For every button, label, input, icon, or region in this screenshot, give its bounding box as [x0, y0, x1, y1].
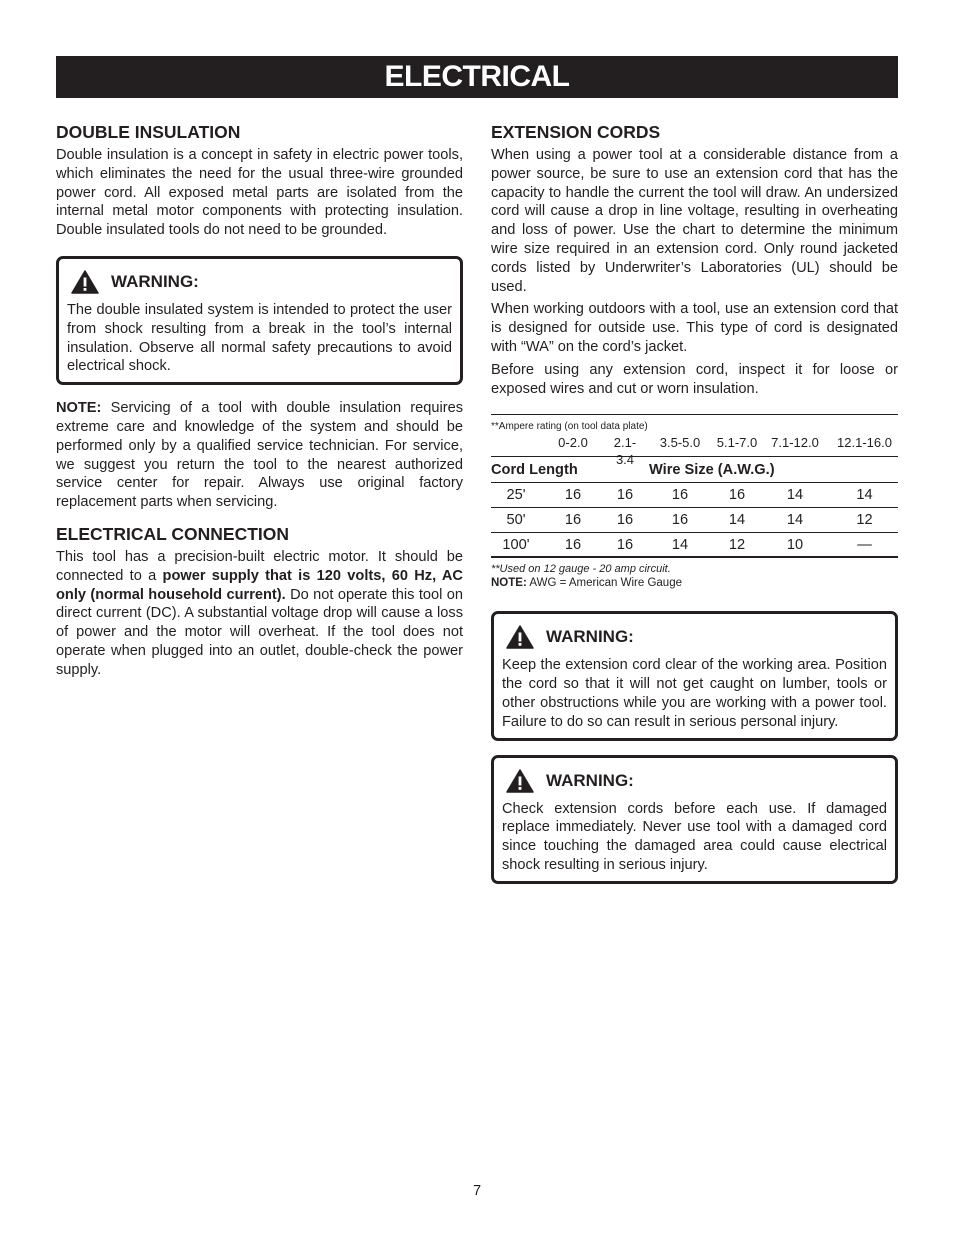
table-cell: 16	[616, 512, 634, 529]
table-cell: 16	[616, 487, 634, 504]
table-row	[491, 533, 898, 558]
page-number: 7	[472, 1183, 482, 1199]
note-label: NOTE:	[56, 400, 102, 417]
section-banner: ELECTRICAL	[56, 56, 898, 98]
left-column	[56, 120, 463, 680]
warning-text: The double insulated system is intended to protect the user from shock resulting from a break in the tool’s internal insulation. Observe all normal safety precautions to avoid electrical shock.	[67, 301, 452, 375]
table-cell: 10	[786, 536, 804, 553]
electrical-connection-heading: ELECTRICAL CONNECTION	[56, 523, 290, 544]
table-cell: 14	[786, 512, 804, 529]
warning-title: WARNING:	[546, 627, 634, 647]
table-cell: 100'	[502, 536, 530, 553]
table-cell: 14	[856, 487, 873, 504]
table-cell: 16	[564, 487, 582, 504]
wire-size-header: Wire Size (A.W.G.)	[649, 461, 775, 478]
table-row	[491, 508, 898, 533]
extension-cords-heading: EXTENSION CORDS	[491, 122, 661, 142]
rating-cell: 0-2.0	[558, 435, 588, 451]
table-cell: 12	[856, 512, 873, 529]
warning-triangle-icon	[506, 769, 534, 793]
note-text: Servicing of a tool with double insulation requires extreme care and knowledge of the system and should be performed only by a qualified service technician. For service, we suggest you return the tool to the nearest authorized service center for repair. Always use original factory replacement parts when servicing.	[56, 400, 463, 511]
table-row	[491, 483, 898, 508]
connection-text-start: This tool has a precision-built electric motor. It should be connected to a	[56, 548, 463, 584]
double-insulation-text: Double insulation is a concept in safety in electric power tools, which eliminates the need for the usual three-wire grounded power cord. All exposed metal parts are isolated from the internal metal motor components with protecting insulation. Double insulated tools do not need to be grounded.	[56, 147, 463, 239]
warning-title: WARNING:	[546, 770, 634, 790]
connection-text-end: Do not operate this tool on direct current (DC). A substantial voltage drop will cause a loss of power and the motor will overheat. If the tool does not operate when plugged into an outlet, double-check the power supply.	[56, 586, 463, 678]
warning-triangle-icon	[506, 625, 534, 649]
awg-note-label: NOTE:	[491, 577, 527, 590]
rating-cell: 5.1-7.0	[716, 435, 758, 451]
ampere-rating-row	[491, 434, 898, 468]
wire-size-table	[491, 414, 898, 591]
double-insulation-heading: DOUBLE INSULATION	[56, 122, 241, 142]
cord-length-header: Cord Length	[491, 461, 578, 478]
warning-title: WARNING:	[111, 271, 199, 291]
warning-text: Keep the extension cord clear of the working area. Position the cord so that it will not get caught on lumber, tools or other obstructions while you are working with a power tool. Failure to do so can result in serious personal injury.	[502, 657, 887, 730]
rating-cell: 7.1-12.0	[771, 435, 819, 451]
table-cell: 16	[728, 487, 746, 504]
extension-cords-text-2: When working outdoors with a tool, use an extension cord that is designed for outside use. This type of cord is designated with “WA” on the cord’s jacket.	[491, 301, 898, 355]
table-cell: 16	[671, 512, 689, 529]
awg-note-text: AWG = American Wire Gauge	[526, 577, 682, 590]
table-cell: 14	[786, 487, 804, 504]
warning-box-insulation	[56, 256, 463, 385]
table-cell: 16	[564, 536, 582, 553]
awg-note	[491, 576, 898, 591]
rating-cell: 2.1-3.4	[613, 435, 637, 468]
right-column	[491, 120, 898, 884]
rating-cell: 12.1-16.0	[837, 435, 892, 451]
table-cell: 25'	[506, 487, 526, 504]
warning-header	[502, 768, 887, 794]
servicing-note	[56, 399, 463, 512]
table-cell: 12	[728, 536, 746, 553]
table-cell: —	[857, 536, 872, 553]
rating-cell: 3.5-5.0	[659, 435, 701, 451]
warning-triangle-icon	[71, 270, 99, 294]
extension-cords-text-1: When using a power tool at a considerable distance from a power source, be sure to use an extension cord that has the capacity to handle the current the tool will draw. An undersized cord will cause a drop in line voltage, resulting in overheating and loss of power. Use the chart to determine the minimum wire size required in an extension cord. Only round jacketed cords listed by Underwriter’s Laboratories (UL) should be used.	[491, 147, 898, 295]
warning-header	[502, 624, 887, 650]
table-cell: 50'	[506, 512, 526, 529]
table-cell: 14	[728, 512, 746, 529]
warning-text: Check extension cords before each use. If damaged replace immediately. Never use tool with a damaged cord since touching the damaged area could cause electrical shock resulting in serious injury.	[502, 800, 887, 873]
table-cell: 16	[671, 487, 689, 504]
table-cell: 14	[671, 536, 689, 553]
table-header	[491, 456, 898, 483]
warning-box-cord-clear	[491, 611, 898, 740]
warning-header	[67, 269, 452, 295]
table-cell: 16	[564, 512, 582, 529]
ampere-rating-note: **Ampere rating (on tool data plate)	[491, 421, 648, 433]
connection-text-bold: power supply that is 120 volts, 60 Hz, AC only (normal household current).	[56, 567, 463, 603]
extension-cords-text-3: Before using any extension cord, inspect it for loose or exposed wires and cut or worn insulation.	[491, 361, 898, 397]
table-footnote: **Used on 12 gauge - 20 amp circuit.	[491, 563, 671, 576]
warning-box-check-cords	[491, 755, 898, 884]
electrical-connection-text	[56, 548, 463, 680]
table-cell: 16	[616, 536, 634, 553]
